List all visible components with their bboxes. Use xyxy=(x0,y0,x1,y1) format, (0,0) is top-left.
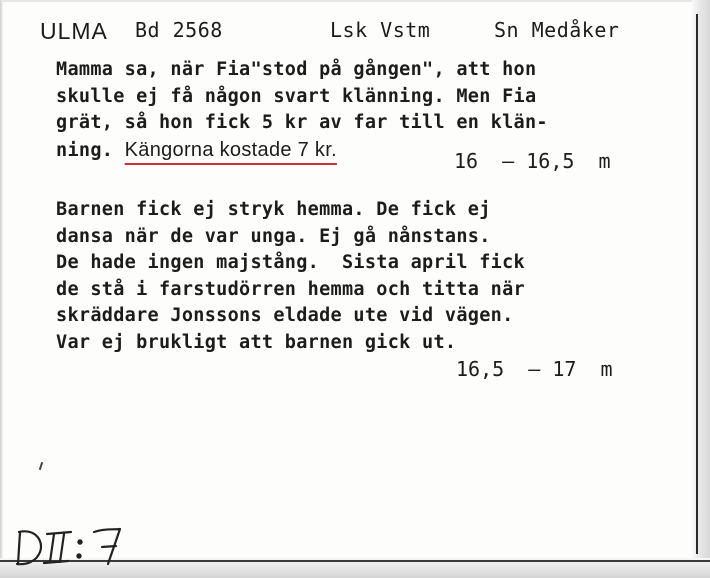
parish-label: Sn Medåker xyxy=(494,18,620,42)
paragraph-1-line-4: ning. xyxy=(56,139,125,161)
paragraph-2-line-2: dansa när de var unga. Ej gå nånstans. xyxy=(56,225,491,247)
card-edge-right xyxy=(692,0,710,578)
paragraph-2-line-5: skräddare Jonssons eldade ute vid vägen. xyxy=(56,305,514,326)
paragraph-2 xyxy=(56,197,525,356)
paragraph-2-line-3: De hade ingen majstång. Sista april fick xyxy=(56,252,525,273)
underlined-sentence: Kängorna kostade 7 kr. xyxy=(124,138,337,161)
card-edge-left xyxy=(0,0,3,578)
volume-number: Bd 2568 xyxy=(135,18,223,42)
paragraph-1 xyxy=(56,57,548,164)
paragraph-1-line-2: skulle ej få någon svart klänning. Men Fia xyxy=(56,85,537,107)
age-range-1: 16 – 16,5 m xyxy=(454,149,611,173)
paragraph-2-line-4: de stå i farstudörren hemma och titta när xyxy=(56,278,525,300)
card-border-right xyxy=(696,14,698,554)
pencil-mark xyxy=(39,462,43,470)
paragraph-2-line-6: Var ej brukligt att barnen gick ut. xyxy=(56,331,457,353)
card-edge-top xyxy=(0,0,710,2)
paragraph-1-line-1: Mamma sa, när Fia"stod på gången", att hon xyxy=(56,59,537,80)
archive-name: ULMA xyxy=(40,18,108,44)
paragraph-2-line-1: Barnen fick ej stryk hemma. De fick ej xyxy=(56,199,491,220)
county-label: Lsk Vstm xyxy=(330,18,431,42)
handwritten-signature xyxy=(14,520,134,570)
age-range-2: 16,5 – 17 m xyxy=(456,357,613,381)
paragraph-1-line-3: grät, så hon fick 5 kr av far till en klän- xyxy=(56,112,548,133)
